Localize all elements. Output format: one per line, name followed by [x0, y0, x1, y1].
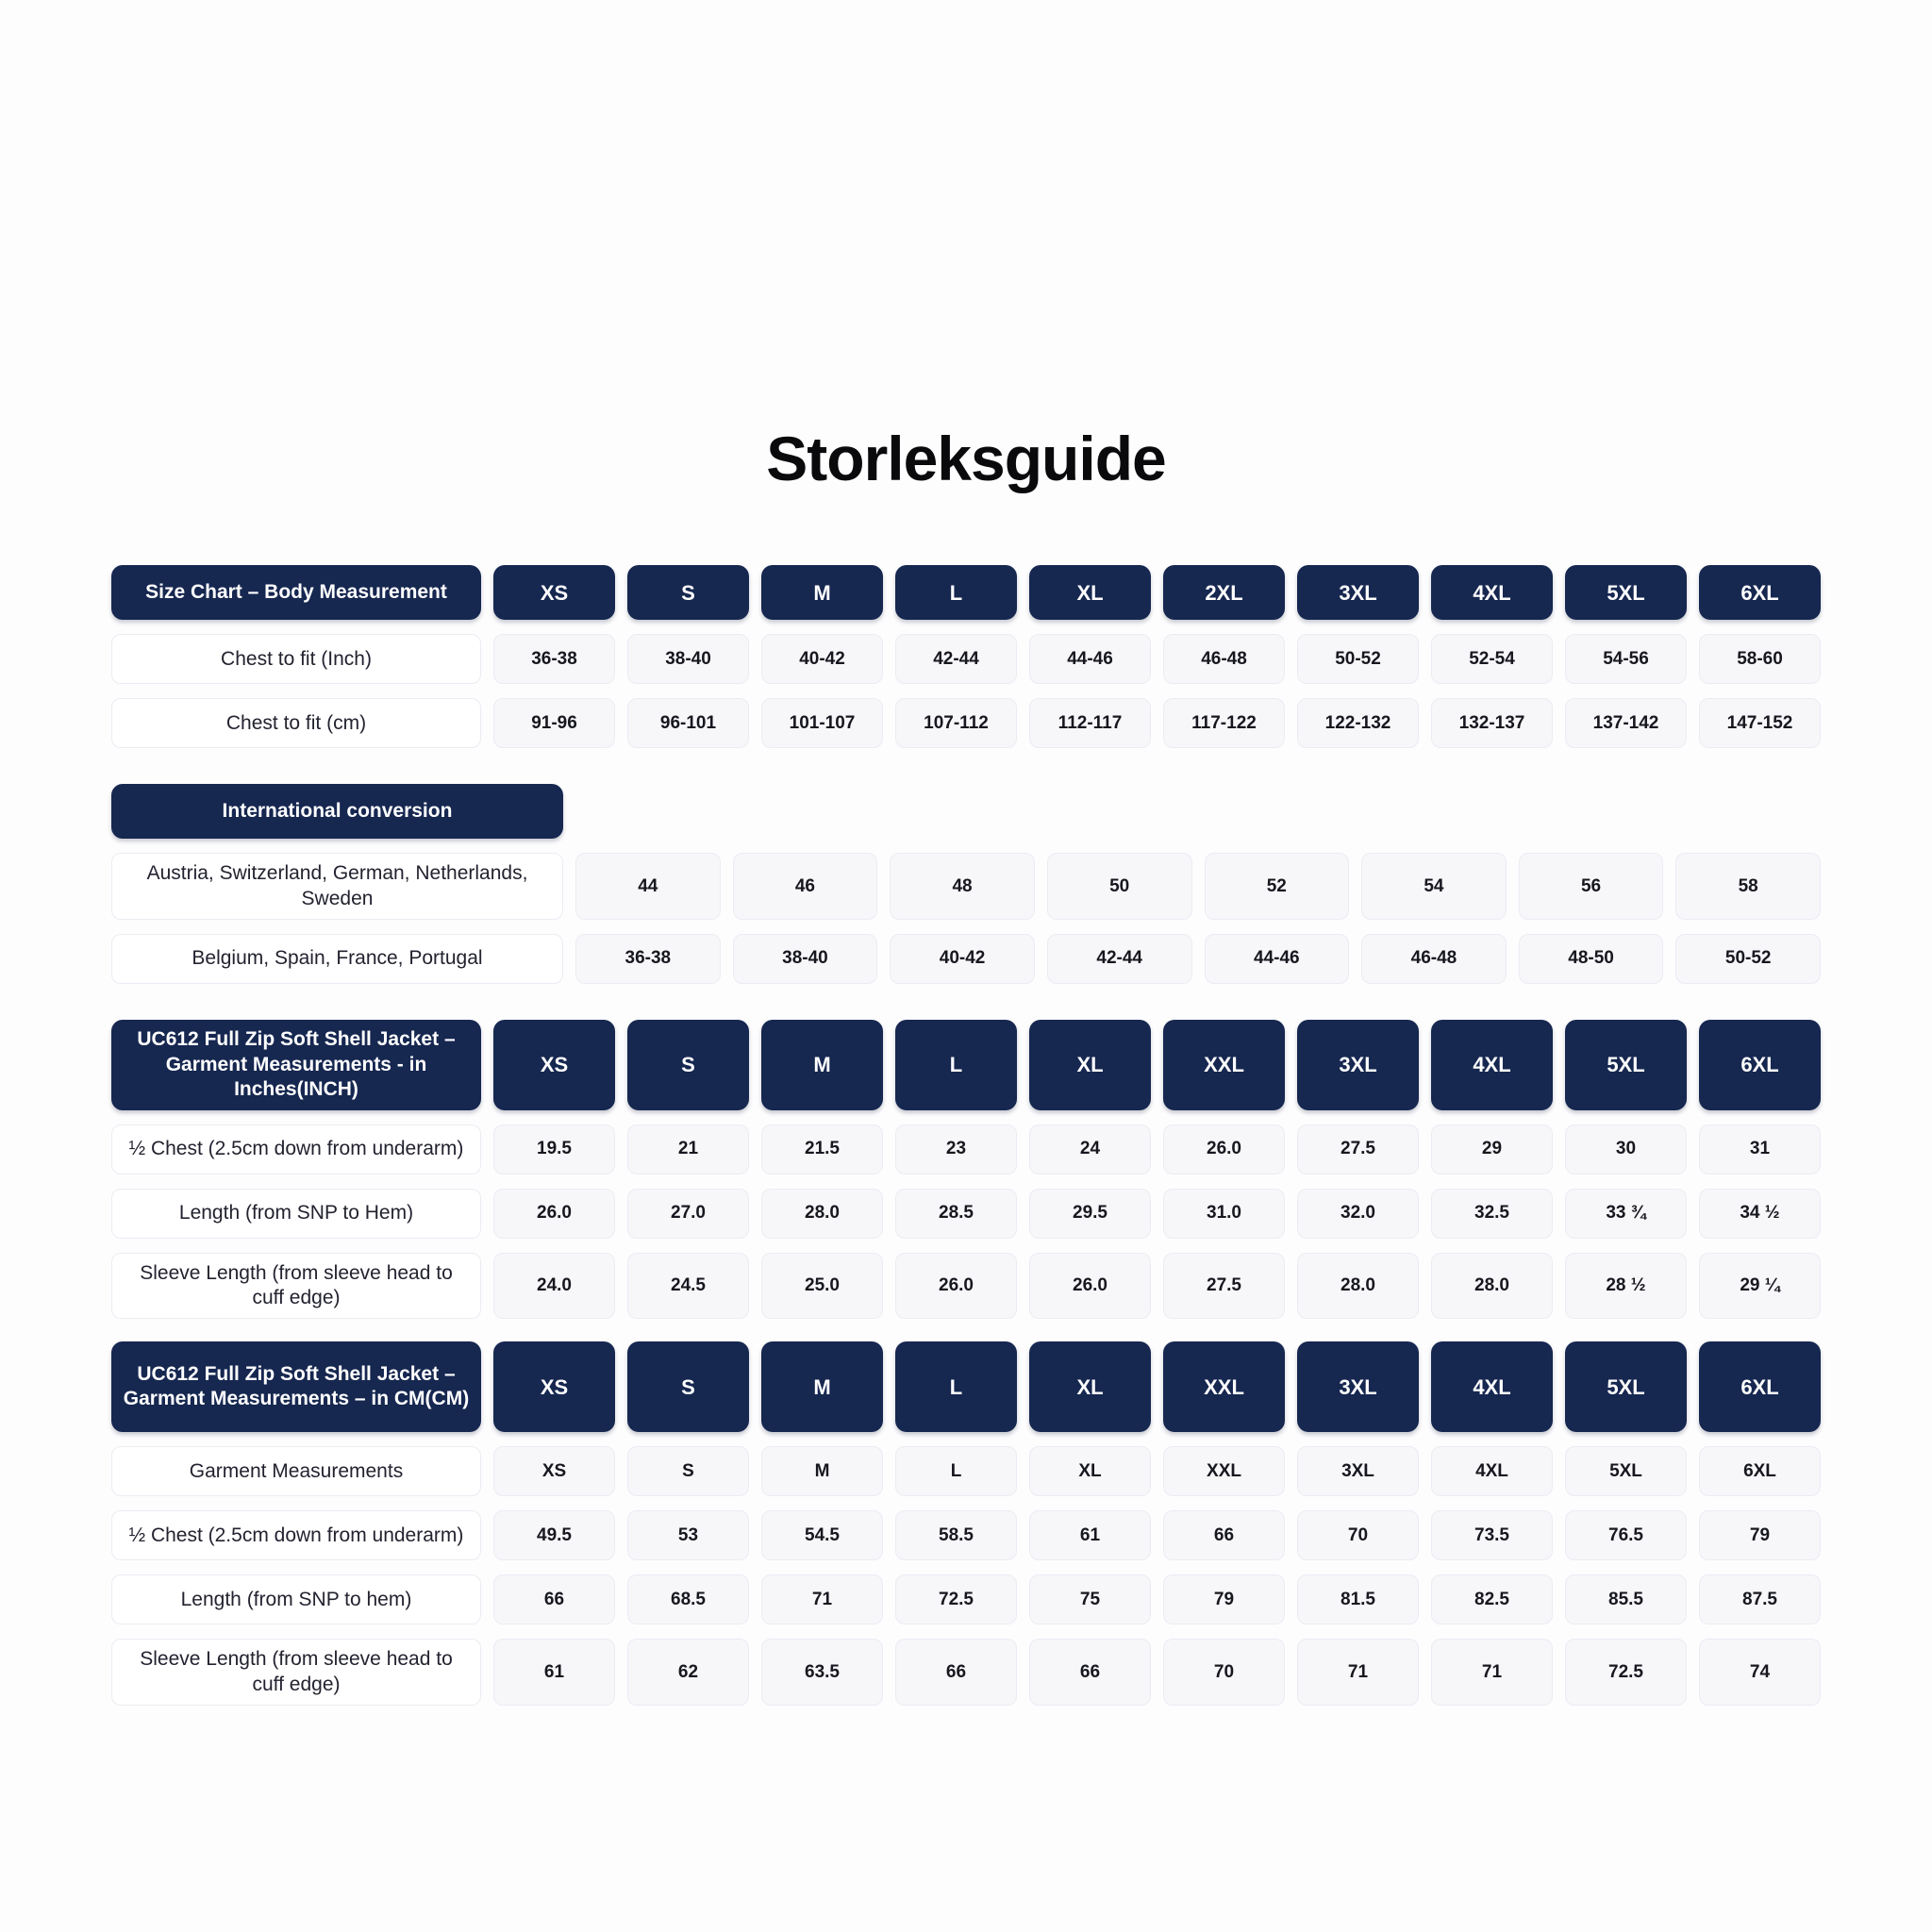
value-cell: XL	[1029, 1446, 1151, 1496]
value-cell: 29	[1431, 1124, 1553, 1174]
value-cell: 66	[1163, 1510, 1285, 1560]
table-header-row	[111, 784, 1821, 839]
value-cell: 28.0	[1431, 1253, 1553, 1320]
value-cell: 27.0	[627, 1189, 749, 1239]
value-cell: 24.5	[627, 1253, 749, 1320]
column-header-cell: XL	[1029, 1020, 1151, 1110]
size-tables-container	[111, 565, 1821, 1706]
value-cell: 6XL	[1699, 1446, 1821, 1496]
value-cell: 58	[1675, 853, 1821, 920]
value-cell: 40-42	[761, 634, 883, 684]
column-header-cell: XS	[493, 1020, 615, 1110]
table-header-label-cell: UC612 Full Zip Soft Shell Jacket – Garment Measurements – in CM(CM)	[111, 1341, 481, 1432]
value-cell: 26.0	[493, 1189, 615, 1239]
table-header-label-cell: International conversion	[111, 784, 563, 839]
column-header-cell: XS	[493, 1341, 615, 1432]
column-header-cell: S	[627, 1020, 749, 1110]
column-header-cell: XXL	[1163, 1020, 1285, 1110]
value-cell: 40-42	[890, 934, 1035, 984]
value-cell: 66	[493, 1574, 615, 1624]
value-cell: 46-48	[1163, 634, 1285, 684]
column-header-cell: M	[761, 565, 883, 620]
row-label-cell: Sleeve Length (from sleeve head to cuff edge)	[111, 1639, 481, 1706]
value-cell: 25.0	[761, 1253, 883, 1320]
value-cell: 101-107	[761, 698, 883, 748]
value-cell: 72.5	[1565, 1639, 1687, 1706]
value-cell: 24	[1029, 1124, 1151, 1174]
value-cell: 27.5	[1297, 1124, 1419, 1174]
value-cell: 52	[1205, 853, 1350, 920]
value-cell: 42-44	[895, 634, 1017, 684]
value-cell: 53	[627, 1510, 749, 1560]
value-cell: 30	[1565, 1124, 1687, 1174]
column-header-cell: XXL	[1163, 1341, 1285, 1432]
value-cell: 36-38	[575, 934, 721, 984]
value-cell: 58-60	[1699, 634, 1821, 684]
row-label-cell: ½ Chest (2.5cm down from underarm)	[111, 1510, 481, 1560]
value-cell: 32.5	[1431, 1189, 1553, 1239]
value-cell: 46	[733, 853, 878, 920]
row-label-cell: Belgium, Spain, France, Portugal	[111, 934, 563, 984]
value-cell: 117-122	[1163, 698, 1285, 748]
column-header-cell: XS	[493, 565, 615, 620]
column-header-cell: L	[895, 1341, 1017, 1432]
value-cell: 68.5	[627, 1574, 749, 1624]
column-header-cell: 2XL	[1163, 565, 1285, 620]
value-cell: 5XL	[1565, 1446, 1687, 1496]
column-header-cell: 5XL	[1565, 1020, 1687, 1110]
value-cell: 70	[1163, 1639, 1285, 1706]
value-cell: 28.5	[895, 1189, 1017, 1239]
row-label-cell: Length (from SNP to Hem)	[111, 1189, 481, 1239]
value-cell: 74	[1699, 1639, 1821, 1706]
value-cell: XS	[493, 1446, 615, 1496]
value-cell: 72.5	[895, 1574, 1017, 1624]
value-cell: 137-142	[1565, 698, 1687, 748]
value-cell: 71	[1297, 1639, 1419, 1706]
column-header-cell: XL	[1029, 565, 1151, 620]
value-cell: 96-101	[627, 698, 749, 748]
value-cell: 81.5	[1297, 1574, 1419, 1624]
table-row	[111, 934, 1821, 984]
value-cell: 50-52	[1297, 634, 1419, 684]
table-header-label-cell: UC612 Full Zip Soft Shell Jacket – Garment Measurements - in Inches(INCH)	[111, 1020, 481, 1110]
column-header-cell: 4XL	[1431, 1341, 1553, 1432]
value-cell: 21.5	[761, 1124, 883, 1174]
column-header-cell: 4XL	[1431, 1020, 1553, 1110]
column-header-cell: 5XL	[1565, 1341, 1687, 1432]
value-cell: 31.0	[1163, 1189, 1285, 1239]
column-header-cell: L	[895, 1020, 1017, 1110]
value-cell: 26.0	[1163, 1124, 1285, 1174]
value-cell: 3XL	[1297, 1446, 1419, 1496]
value-cell: 38-40	[627, 634, 749, 684]
value-cell: 56	[1519, 853, 1664, 920]
table-row	[111, 1574, 1821, 1624]
value-cell: 28.0	[761, 1189, 883, 1239]
value-cell: 54	[1361, 853, 1507, 920]
column-header-cell: 3XL	[1297, 1341, 1419, 1432]
value-cell: 66	[895, 1639, 1017, 1706]
row-label-cell: Sleeve Length (from sleeve head to cuff edge)	[111, 1253, 481, 1320]
table-row	[111, 1124, 1821, 1174]
column-header-cell: M	[761, 1341, 883, 1432]
value-cell: 23	[895, 1124, 1017, 1174]
row-label-cell: Garment Measurements	[111, 1446, 481, 1496]
value-cell: L	[895, 1446, 1017, 1496]
value-cell: 48-50	[1519, 934, 1664, 984]
value-cell: 122-132	[1297, 698, 1419, 748]
value-cell: 21	[627, 1124, 749, 1174]
table-header-row	[111, 1020, 1821, 1110]
value-cell: 66	[1029, 1639, 1151, 1706]
row-label-cell: ½ Chest (2.5cm down from underarm)	[111, 1124, 481, 1174]
value-cell: 44-46	[1029, 634, 1151, 684]
value-cell: 91-96	[493, 698, 615, 748]
column-header-cell: XL	[1029, 1341, 1151, 1432]
size-table-body-measurement	[111, 565, 1821, 748]
table-row	[111, 698, 1821, 748]
value-cell: 52-54	[1431, 634, 1553, 684]
value-cell: 48	[890, 853, 1035, 920]
value-cell: 34 ½	[1699, 1189, 1821, 1239]
table-row	[111, 1510, 1821, 1560]
column-header-cell: 6XL	[1699, 1020, 1821, 1110]
value-cell: 63.5	[761, 1639, 883, 1706]
value-cell: 28 ½	[1565, 1253, 1687, 1320]
value-cell: 62	[627, 1639, 749, 1706]
value-cell: 85.5	[1565, 1574, 1687, 1624]
value-cell: 79	[1699, 1510, 1821, 1560]
table-header-row	[111, 565, 1821, 620]
column-header-cell: 5XL	[1565, 565, 1687, 620]
value-cell: 49.5	[493, 1510, 615, 1560]
value-cell: 112-117	[1029, 698, 1151, 748]
table-header-label-cell: Size Chart – Body Measurement	[111, 565, 481, 620]
column-header-cell: S	[627, 565, 749, 620]
value-cell: 147-152	[1699, 698, 1821, 748]
table-row	[111, 1639, 1821, 1706]
value-cell: 36-38	[493, 634, 615, 684]
value-cell: 44-46	[1205, 934, 1350, 984]
table-row	[111, 1189, 1821, 1239]
column-header-cell: 3XL	[1297, 1020, 1419, 1110]
value-cell: 87.5	[1699, 1574, 1821, 1624]
value-cell: 26.0	[1029, 1253, 1151, 1320]
value-cell: 31	[1699, 1124, 1821, 1174]
value-cell: 33 ¾	[1565, 1189, 1687, 1239]
value-cell: XXL	[1163, 1446, 1285, 1496]
value-cell: 58.5	[895, 1510, 1017, 1560]
value-cell: 76.5	[1565, 1510, 1687, 1560]
value-cell: 44	[575, 853, 721, 920]
value-cell: 132-137	[1431, 698, 1553, 748]
row-label-cell: Chest to fit (cm)	[111, 698, 481, 748]
value-cell: 29.5	[1029, 1189, 1151, 1239]
value-cell: 82.5	[1431, 1574, 1553, 1624]
row-label-cell: Chest to fit (Inch)	[111, 634, 481, 684]
value-cell: 27.5	[1163, 1253, 1285, 1320]
column-header-cell: M	[761, 1020, 883, 1110]
table-row	[111, 853, 1821, 920]
value-cell: 71	[761, 1574, 883, 1624]
size-table-garment-inch	[111, 1020, 1821, 1320]
value-cell: 32.0	[1297, 1189, 1419, 1239]
value-cell: 29 ¼	[1699, 1253, 1821, 1320]
table-header-row	[111, 1341, 1821, 1432]
value-cell: 107-112	[895, 698, 1017, 748]
value-cell: M	[761, 1446, 883, 1496]
column-header-cell: L	[895, 565, 1017, 620]
value-cell: 54.5	[761, 1510, 883, 1560]
table-row	[111, 1253, 1821, 1320]
size-table-garment-cm	[111, 1341, 1821, 1706]
value-cell: 70	[1297, 1510, 1419, 1560]
column-header-cell: 4XL	[1431, 565, 1553, 620]
value-cell: 79	[1163, 1574, 1285, 1624]
value-cell: 61	[493, 1639, 615, 1706]
value-cell: 42-44	[1047, 934, 1192, 984]
column-header-cell: 6XL	[1699, 565, 1821, 620]
column-header-cell: S	[627, 1341, 749, 1432]
value-cell: 71	[1431, 1639, 1553, 1706]
value-cell: 28.0	[1297, 1253, 1419, 1320]
column-header-cell: 6XL	[1699, 1341, 1821, 1432]
value-cell: 4XL	[1431, 1446, 1553, 1496]
value-cell: 24.0	[493, 1253, 615, 1320]
column-header-cell: 3XL	[1297, 565, 1419, 620]
value-cell: 38-40	[733, 934, 878, 984]
table-row	[111, 634, 1821, 684]
value-cell: 50-52	[1675, 934, 1821, 984]
value-cell: 50	[1047, 853, 1192, 920]
size-table-international-conversion	[111, 784, 1821, 984]
value-cell: 46-48	[1361, 934, 1507, 984]
value-cell: S	[627, 1446, 749, 1496]
page-title: Storleksguide	[766, 424, 1166, 493]
value-cell: 73.5	[1431, 1510, 1553, 1560]
value-cell: 26.0	[895, 1253, 1017, 1320]
row-label-cell: Austria, Switzerland, German, Netherlands, Sweden	[111, 853, 563, 920]
row-label-cell: Length (from SNP to hem)	[111, 1574, 481, 1624]
table-row	[111, 1446, 1821, 1496]
value-cell: 54-56	[1565, 634, 1687, 684]
value-cell: 75	[1029, 1574, 1151, 1624]
value-cell: 19.5	[493, 1124, 615, 1174]
value-cell: 61	[1029, 1510, 1151, 1560]
